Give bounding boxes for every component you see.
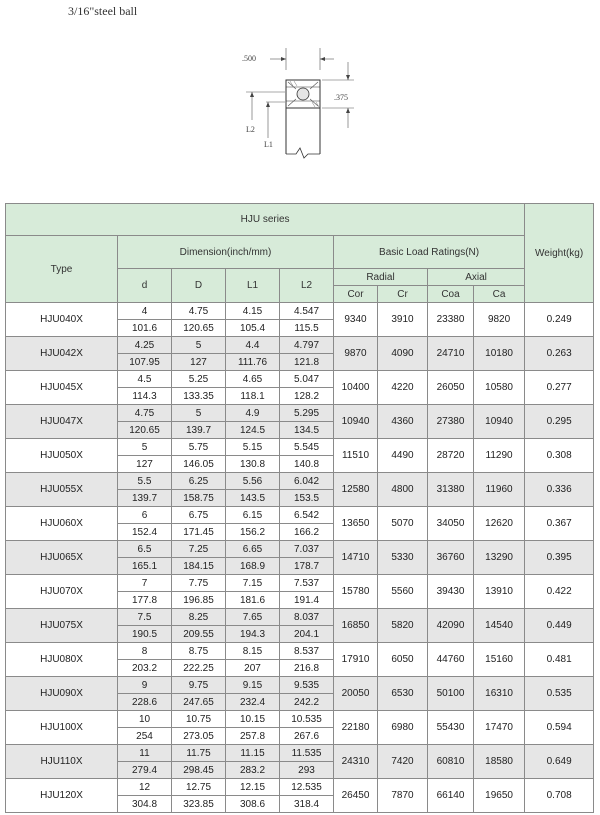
table-row [6, 677, 594, 694]
series-title: HJU series [6, 204, 525, 236]
coa-cell: 23380 [428, 303, 474, 337]
outer-d-cell-inch: 5.75 [172, 439, 226, 456]
cor-cell: 10940 [334, 405, 378, 439]
type-cell: HJU060X [6, 507, 118, 541]
d-cell-inch: 11 [118, 745, 172, 762]
l1-cell-inch: 5.56 [226, 473, 280, 490]
outer-d-cell-inch: 5.25 [172, 371, 226, 388]
l2-cell-inch: 12.535 [280, 779, 334, 796]
height-dimension-label: .375 [334, 93, 348, 102]
d-cell-mm: 120.65 [118, 422, 172, 439]
coa-cell: 42090 [428, 609, 474, 643]
weight-cell: 0.367 [525, 507, 594, 541]
cr-cell: 3910 [378, 303, 428, 337]
cor-cell: 12580 [334, 473, 378, 507]
outer-d-cell-mm: 120.65 [172, 320, 226, 337]
d-cell-mm: 190.5 [118, 626, 172, 643]
outer-d-cell-mm: 209.55 [172, 626, 226, 643]
coa-cell: 36760 [428, 541, 474, 575]
width-dimension-label: .500 [242, 54, 256, 63]
d-cell-mm: 114.3 [118, 388, 172, 405]
d-cell-inch: 12 [118, 779, 172, 796]
ca-cell: 19650 [474, 779, 525, 813]
table-row [6, 779, 594, 796]
d-cell-mm: 127 [118, 456, 172, 473]
d-cell-inch: 4.75 [118, 405, 172, 422]
ball-size-caption: 3/16"steel ball [68, 4, 138, 18]
d-cell-mm: 139.7 [118, 490, 172, 507]
d-cell-inch: 5.5 [118, 473, 172, 490]
ca-cell: 16310 [474, 677, 525, 711]
type-cell: HJU070X [6, 575, 118, 609]
ca-cell: 13910 [474, 575, 525, 609]
l2-cell-inch: 4.547 [280, 303, 334, 320]
d-cell-mm: 152.4 [118, 524, 172, 541]
l1-cell-inch: 8.15 [226, 643, 280, 660]
weight-cell: 0.708 [525, 779, 594, 813]
coa-cell: 28720 [428, 439, 474, 473]
l1-cell-mm: 124.5 [226, 422, 280, 439]
type-cell: HJU080X [6, 643, 118, 677]
outer-d-cell-mm: 273.05 [172, 728, 226, 745]
l2-cell-mm: 134.5 [280, 422, 334, 439]
ca-cell: 13290 [474, 541, 525, 575]
radial-header: Radial [334, 269, 428, 286]
d-cell-mm: 101.6 [118, 320, 172, 337]
table-row [6, 371, 594, 388]
coa-cell: 39430 [428, 575, 474, 609]
l2-cell-mm: 115.5 [280, 320, 334, 337]
l2-cell-mm: 318.4 [280, 796, 334, 813]
d-cell-inch: 10 [118, 711, 172, 728]
coa-cell: 66140 [428, 779, 474, 813]
outer-d-cell-mm: 139.7 [172, 422, 226, 439]
type-cell: HJU045X [6, 371, 118, 405]
cor-cell: 17910 [334, 643, 378, 677]
load-ratings-header: Basic Load Ratings(N) [334, 236, 525, 269]
d-cell-mm: 165.1 [118, 558, 172, 575]
d-cell-mm: 279.4 [118, 762, 172, 779]
l2-cell-mm: 178.7 [280, 558, 334, 575]
outer-d-cell-mm: 247.65 [172, 694, 226, 711]
cor-cell: 15780 [334, 575, 378, 609]
type-cell: HJU120X [6, 779, 118, 813]
outer-d-cell-inch: 8.25 [172, 609, 226, 626]
type-cell: HJU040X [6, 303, 118, 337]
l2-cell-inch: 4.797 [280, 337, 334, 354]
l2-cell-inch: 6.042 [280, 473, 334, 490]
l2-cell-mm: 216.8 [280, 660, 334, 677]
type-cell: HJU065X [6, 541, 118, 575]
outer-d-cell-mm: 196.85 [172, 592, 226, 609]
l1-header: L1 [226, 269, 280, 303]
l1-cell-inch: 4.9 [226, 405, 280, 422]
outer-d-cell-inch: 9.75 [172, 677, 226, 694]
weight-cell: 0.249 [525, 303, 594, 337]
table-row [6, 337, 594, 354]
l2-cell-mm: 191.4 [280, 592, 334, 609]
l2-cell-mm: 242.2 [280, 694, 334, 711]
l2-cell-inch: 5.545 [280, 439, 334, 456]
cr-cell: 6530 [378, 677, 428, 711]
cor-cell: 13650 [334, 507, 378, 541]
type-cell: HJU042X [6, 337, 118, 371]
outer-d-cell-mm: 146.05 [172, 456, 226, 473]
l2-cell-mm: 128.2 [280, 388, 334, 405]
outer-d-cell-inch: 8.75 [172, 643, 226, 660]
cr-cell: 5070 [378, 507, 428, 541]
ca-cell: 10580 [474, 371, 525, 405]
coa-cell: 34050 [428, 507, 474, 541]
l1-cell-mm: 257.8 [226, 728, 280, 745]
coa-cell: 55430 [428, 711, 474, 745]
l2-header: L2 [280, 269, 334, 303]
coa-cell: 24710 [428, 337, 474, 371]
ca-cell: 15160 [474, 643, 525, 677]
weight-cell: 0.277 [525, 371, 594, 405]
l1-cell-mm: 118.1 [226, 388, 280, 405]
l1-cell-inch: 10.15 [226, 711, 280, 728]
outer-d-cell-inch: 5 [172, 337, 226, 354]
l2-cell-mm: 267.6 [280, 728, 334, 745]
l1-cell-mm: 143.5 [226, 490, 280, 507]
coa-cell: 27380 [428, 405, 474, 439]
outer-d-cell-mm: 222.25 [172, 660, 226, 677]
d-cell-mm: 254 [118, 728, 172, 745]
weight-cell: 0.449 [525, 609, 594, 643]
weight-cell: 0.481 [525, 643, 594, 677]
ca-cell: 9820 [474, 303, 525, 337]
d-cell-inch: 6.5 [118, 541, 172, 558]
ca-header: Ca [474, 286, 525, 303]
cr-cell: 7870 [378, 779, 428, 813]
d-cell-inch: 4.25 [118, 337, 172, 354]
table-row [6, 507, 594, 524]
ca-cell: 17470 [474, 711, 525, 745]
l1-cell-mm: 194.3 [226, 626, 280, 643]
coa-header: Coa [428, 286, 474, 303]
cr-cell: 5330 [378, 541, 428, 575]
outer-d-cell-inch: 10.75 [172, 711, 226, 728]
weight-cell: 0.295 [525, 405, 594, 439]
outer-d-cell-inch: 7.75 [172, 575, 226, 592]
ca-cell: 10180 [474, 337, 525, 371]
cr-cell: 5560 [378, 575, 428, 609]
type-cell: HJU110X [6, 745, 118, 779]
type-cell: HJU090X [6, 677, 118, 711]
outer-d-cell-inch: 6.75 [172, 507, 226, 524]
outer-d-cell-mm: 158.75 [172, 490, 226, 507]
l1-cell-inch: 11.15 [226, 745, 280, 762]
d-cell-mm: 107.95 [118, 354, 172, 371]
weight-header: Weight(kg) [525, 204, 594, 303]
l2-cell-inch: 8.037 [280, 609, 334, 626]
table-row [6, 575, 594, 592]
weight-cell: 0.422 [525, 575, 594, 609]
l1-cell-inch: 6.15 [226, 507, 280, 524]
l2-cell-mm: 204.1 [280, 626, 334, 643]
l1-cell-inch: 4.4 [226, 337, 280, 354]
weight-cell: 0.594 [525, 711, 594, 745]
l2-cell-inch: 6.542 [280, 507, 334, 524]
cor-cell: 14710 [334, 541, 378, 575]
l2-cell-mm: 140.8 [280, 456, 334, 473]
coa-cell: 31380 [428, 473, 474, 507]
l1-cell-inch: 6.65 [226, 541, 280, 558]
table-row [6, 473, 594, 490]
d-cell-mm: 203.2 [118, 660, 172, 677]
l1-cell-mm: 207 [226, 660, 280, 677]
coa-cell: 26050 [428, 371, 474, 405]
ca-cell: 18580 [474, 745, 525, 779]
cor-cell: 22180 [334, 711, 378, 745]
d-cell-inch: 8 [118, 643, 172, 660]
weight-cell: 0.263 [525, 337, 594, 371]
d-cell-inch: 6 [118, 507, 172, 524]
table-row [6, 609, 594, 626]
outer-d-cell-mm: 133.35 [172, 388, 226, 405]
cor-cell: 11510 [334, 439, 378, 473]
cr-cell: 4360 [378, 405, 428, 439]
l1-cell-mm: 181.6 [226, 592, 280, 609]
l2-cell-inch: 5.295 [280, 405, 334, 422]
type-cell: HJU055X [6, 473, 118, 507]
l2-cell-inch: 7.037 [280, 541, 334, 558]
cor-cell: 9340 [334, 303, 378, 337]
table-row [6, 745, 594, 762]
cor-cell: 24310 [334, 745, 378, 779]
type-cell: HJU100X [6, 711, 118, 745]
weight-cell: 0.395 [525, 541, 594, 575]
cor-header: Cor [334, 286, 378, 303]
l2-cell-inch: 10.535 [280, 711, 334, 728]
cor-cell: 26450 [334, 779, 378, 813]
table-row [6, 711, 594, 728]
outer-d-cell-mm: 127 [172, 354, 226, 371]
l1-cell-mm: 283.2 [226, 762, 280, 779]
d-cell-mm: 177.8 [118, 592, 172, 609]
d-header: d [118, 269, 172, 303]
ca-cell: 11290 [474, 439, 525, 473]
cor-cell: 20050 [334, 677, 378, 711]
table-row [6, 303, 594, 320]
l1-cell-mm: 111.76 [226, 354, 280, 371]
l2-cell-mm: 166.2 [280, 524, 334, 541]
outer-d-cell-inch: 6.25 [172, 473, 226, 490]
d-cell-inch: 7.5 [118, 609, 172, 626]
l2-cell-mm: 153.5 [280, 490, 334, 507]
d-cell-inch: 7 [118, 575, 172, 592]
l1-cell-inch: 4.65 [226, 371, 280, 388]
cr-cell: 6980 [378, 711, 428, 745]
d-cell-inch: 5 [118, 439, 172, 456]
cr-cell: 6050 [378, 643, 428, 677]
d-cell-mm: 304.8 [118, 796, 172, 813]
l1-cell-inch: 7.65 [226, 609, 280, 626]
l1-cell-inch: 9.15 [226, 677, 280, 694]
table-row [6, 643, 594, 660]
l1-label: L1 [264, 140, 273, 149]
ca-cell: 10940 [474, 405, 525, 439]
l2-cell-inch: 7.537 [280, 575, 334, 592]
l2-cell-mm: 121.8 [280, 354, 334, 371]
bearing-spec-table [5, 203, 594, 813]
cr-cell: 4800 [378, 473, 428, 507]
type-cell: HJU050X [6, 439, 118, 473]
cor-cell: 9870 [334, 337, 378, 371]
ca-cell: 12620 [474, 507, 525, 541]
l1-cell-mm: 105.4 [226, 320, 280, 337]
l2-cell-inch: 11.535 [280, 745, 334, 762]
l1-cell-inch: 4.15 [226, 303, 280, 320]
d-cell-inch: 4 [118, 303, 172, 320]
weight-cell: 0.336 [525, 473, 594, 507]
outer-d-cell-inch: 12.75 [172, 779, 226, 796]
outer-d-header: D [172, 269, 226, 303]
cr-cell: 4490 [378, 439, 428, 473]
l2-label: L2 [246, 125, 255, 134]
l2-cell-inch: 8.537 [280, 643, 334, 660]
l1-cell-mm: 168.9 [226, 558, 280, 575]
coa-cell: 50100 [428, 677, 474, 711]
cor-cell: 16850 [334, 609, 378, 643]
outer-d-cell-inch: 5 [172, 405, 226, 422]
outer-d-cell-mm: 184.15 [172, 558, 226, 575]
l2-cell-mm: 293 [280, 762, 334, 779]
l1-cell-inch: 5.15 [226, 439, 280, 456]
outer-d-cell-mm: 298.45 [172, 762, 226, 779]
table-row [6, 405, 594, 422]
cr-cell: 5820 [378, 609, 428, 643]
outer-d-cell-inch: 4.75 [172, 303, 226, 320]
d-cell-inch: 9 [118, 677, 172, 694]
l1-cell-mm: 308.6 [226, 796, 280, 813]
weight-cell: 0.649 [525, 745, 594, 779]
weight-cell: 0.308 [525, 439, 594, 473]
table-row [6, 541, 594, 558]
d-cell-inch: 4.5 [118, 371, 172, 388]
type-cell: HJU075X [6, 609, 118, 643]
cr-cell: 7420 [378, 745, 428, 779]
cr-cell: 4090 [378, 337, 428, 371]
ca-cell: 11960 [474, 473, 525, 507]
outer-d-cell-mm: 323.85 [172, 796, 226, 813]
outer-d-cell-inch: 11.75 [172, 745, 226, 762]
d-cell-mm: 228.6 [118, 694, 172, 711]
l1-cell-mm: 156.2 [226, 524, 280, 541]
cor-cell: 10400 [334, 371, 378, 405]
l1-cell-inch: 12.15 [226, 779, 280, 796]
weight-cell: 0.535 [525, 677, 594, 711]
coa-cell: 60810 [428, 745, 474, 779]
outer-d-cell-mm: 171.45 [172, 524, 226, 541]
coa-cell: 44760 [428, 643, 474, 677]
bearing-cross-section-drawing [230, 42, 370, 162]
table-row [6, 439, 594, 456]
axial-header: Axial [428, 269, 525, 286]
l1-cell-mm: 232.4 [226, 694, 280, 711]
type-cell: HJU047X [6, 405, 118, 439]
outer-d-cell-inch: 7.25 [172, 541, 226, 558]
l1-cell-inch: 7.15 [226, 575, 280, 592]
spec-table-body [6, 303, 594, 813]
type-header: Type [6, 236, 118, 303]
ca-cell: 14540 [474, 609, 525, 643]
l2-cell-inch: 9.535 [280, 677, 334, 694]
cr-header: Cr [378, 286, 428, 303]
dimension-header: Dimension(inch/mm) [118, 236, 334, 269]
l1-cell-mm: 130.8 [226, 456, 280, 473]
l2-cell-inch: 5.047 [280, 371, 334, 388]
cr-cell: 4220 [378, 371, 428, 405]
